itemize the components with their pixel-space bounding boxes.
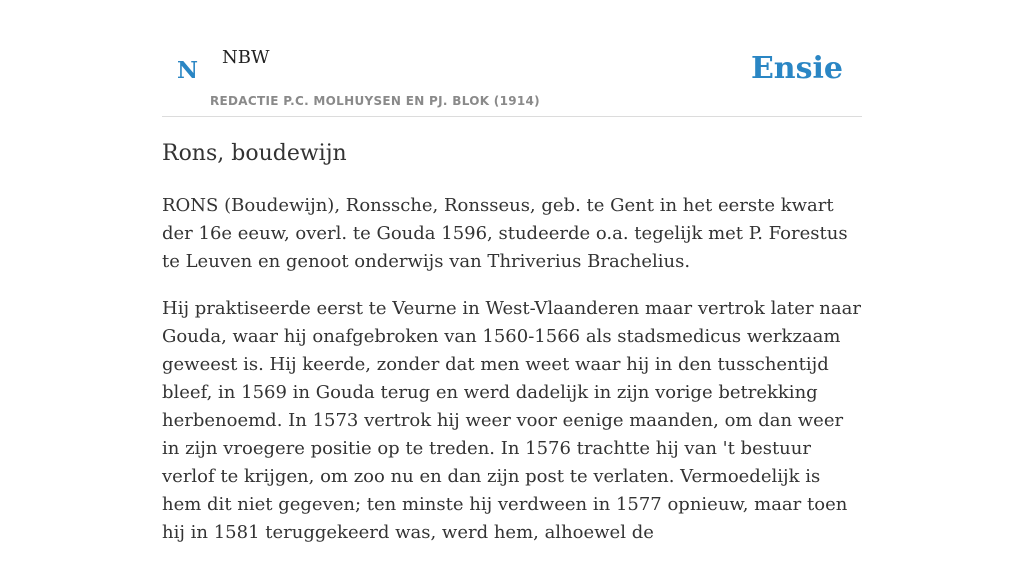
brand-logo[interactable]: Ensie — [750, 51, 843, 86]
article-title: Rons, boudewijn — [162, 141, 347, 166]
source-subtitle: REDACTIE P.C. MOLHUYSEN EN PJ. BLOK (1914) — [210, 94, 540, 108]
source-name[interactable]: NBW — [222, 47, 270, 68]
header — [162, 0, 862, 117]
article-paragraph: Hij praktiseerde eerst te Veurne in West-Vlaanderen maar vertrok later naar Gouda, waar hij onafgebroken van 1560-1566 als stadsmedicus werkzaam geweest is. Hij keerde, zonder dat men weet waar hij in den tusschentijd bleef, in 1569 in Gouda terug en werd dadelijk in zijn vorige betrekking herbenoemd. In 1573 vertrok hij weer voor eenige maanden, om dan weer in zijn vroegere positie op te treden. In 1576 trachtte hij van 't bestuur verlof te krijgen, om zoo nu en dan zijn post te verlaten. Vermoedelijk is hem dit niet gegeven; ten minste hij verdween in 1577 opnieuw, maar toen hij in 1581 teruggekeerd was, werd hem, alhoewel de — [162, 298, 861, 543]
article-body — [162, 192, 862, 566]
article-paragraph: RONS (Boudewijn), Ronssche, Ronsseus, geb. te Gent in het eerste kwart der 16e eeuw, overl. te Gouda 1596, studeerde o.a. tegelijk met P. Forestus te Leuven en genoot onderwijs van Thriverius Brachelius. — [162, 195, 848, 272]
source-logo[interactable]: N — [177, 57, 199, 84]
